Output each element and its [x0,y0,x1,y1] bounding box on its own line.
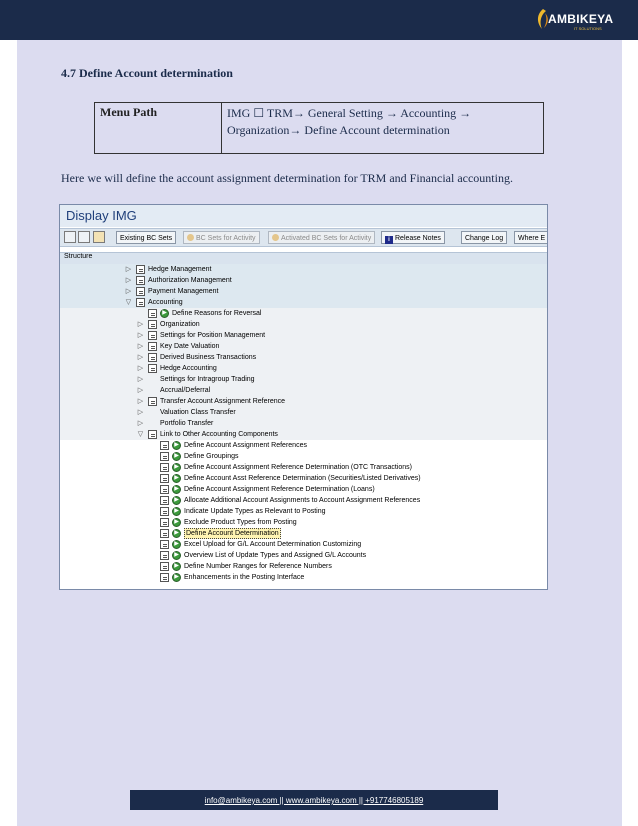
bc-sets-for-activity-button[interactable]: BC Sets for Activity [183,231,260,244]
where-used-button[interactable]: Where E [514,231,548,244]
activated-bc-sets-button[interactable]: Activated BC Sets for Activity [268,231,375,244]
documentation-icon[interactable] [148,342,157,351]
tree-node-label[interactable]: Settings for Position Management [160,332,266,339]
tree-node-label[interactable]: Excel Upload for G/L Account Determination Customizing [184,541,362,548]
expand-arrow-icon[interactable]: ▷ [125,277,132,284]
documentation-icon[interactable] [148,309,157,318]
tree-node-label[interactable]: Define Account Assignment References [184,442,307,449]
expand-arrow-icon[interactable]: ▷ [137,387,144,394]
footer-bar [130,790,498,810]
brand-tagline: IT SOLUTIONS [574,26,602,31]
tree-node-label[interactable]: Valuation Class Transfer [160,409,236,416]
documentation-icon[interactable] [160,463,169,472]
tree-node-label[interactable]: Authorization Management [148,277,232,284]
sap-window-title: Display IMG [66,208,137,223]
sap-toolbar [60,228,547,247]
execute-activity-icon[interactable]: ▶ [172,573,181,582]
tree-node[interactable] [60,528,547,539]
documentation-icon[interactable] [160,573,169,582]
tree-node-label[interactable]: Accounting [148,299,183,306]
documentation-icon[interactable] [160,540,169,549]
tree-node[interactable] [60,462,547,473]
tree-node[interactable] [60,506,547,517]
expand-arrow-icon[interactable]: ▷ [137,409,144,416]
selected-tree-node-label[interactable]: Define Account Determination [186,530,279,537]
documentation-icon[interactable] [160,441,169,450]
where-used-icon[interactable] [78,231,90,243]
documentation-icon[interactable] [160,452,169,461]
tree-node[interactable] [60,297,547,308]
menu-path-label: Menu Path [95,103,222,154]
expand-arrow-icon[interactable]: ▷ [137,365,144,372]
collapse-arrow-icon[interactable]: ▽ [125,299,132,306]
menu-path-line-1: IMG ☐ TRM→ General Setting → Accounting → [227,106,472,120]
tree-node-label[interactable]: Settings for Intragroup Trading [160,376,255,383]
tree-node-label[interactable]: Portfolio Transfer [160,420,214,427]
tree-node-label[interactable]: Exclude Product Types from Posting [184,519,297,526]
tree-node-label[interactable]: Derived Business Transactions [160,354,257,361]
documentation-icon[interactable] [148,397,157,406]
documentation-icon[interactable] [136,265,145,274]
collapse-arrow-icon[interactable]: ▽ [137,431,144,438]
execute-activity-icon[interactable]: ▶ [172,540,181,549]
execute-activity-icon[interactable]: ▶ [172,452,181,461]
sap-title-bar [60,205,547,227]
tree-node-label[interactable]: Define Account Asst Reference Determination (Securities/Listed Derivatives) [184,475,421,482]
structure-label: Structure [64,253,93,260]
header-bar [0,0,638,40]
tree-node-label[interactable]: Overview List of Update Types and Assigned G/L Accounts [184,552,367,559]
tree-node[interactable] [60,561,547,572]
documentation-icon[interactable] [160,529,169,538]
execute-activity-icon[interactable]: ▶ [172,518,181,527]
tree-node[interactable] [60,341,547,352]
documentation-icon[interactable] [148,430,157,439]
documentation-icon[interactable] [160,474,169,483]
tree-node[interactable] [60,517,547,528]
tree-node-label[interactable]: Enhancements in the Posting Interface [184,574,305,581]
documentation-icon[interactable] [136,287,145,296]
documentation-icon[interactable] [160,518,169,527]
tree-node-label[interactable]: Define Reasons for Reversal [172,310,262,317]
tree-node[interactable] [60,572,547,583]
tree-node[interactable] [60,429,547,440]
brand-logo [534,6,624,34]
tree-node-label[interactable]: Payment Management [148,288,219,295]
execute-activity-icon[interactable]: ▶ [172,562,181,571]
documentation-icon[interactable] [148,320,157,329]
tree-node-label[interactable]: Transfer Account Assignment Reference [160,398,286,405]
documentation-icon[interactable] [136,298,145,307]
tree-node-label[interactable]: Indicate Update Types as Relevant to Posting [184,508,326,515]
documentation-icon[interactable] [148,364,157,373]
bc-set-icon[interactable] [93,231,105,243]
tree-node[interactable] [60,451,547,462]
tree-node[interactable] [60,473,547,484]
expand-arrow-icon[interactable]: ▷ [125,266,132,273]
documentation-icon[interactable] [160,562,169,571]
expand-arrow-icon[interactable]: ▷ [137,332,144,339]
info-icon: i [385,236,393,244]
tree-node[interactable] [60,264,547,275]
tree-node[interactable] [60,550,547,561]
tree-node[interactable] [60,495,547,506]
expand-subtree-icon[interactable] [64,231,76,243]
tree-node-label[interactable]: Link to Other Accounting Components [160,431,278,438]
tree-node-label[interactable]: Define Account Assignment Reference Determination (Loans) [184,486,375,493]
tree-node[interactable] [60,363,547,374]
footer-contact[interactable]: info@ambikeya.com || www.ambikeya.com || +917746805189 [204,796,424,805]
release-notes-button[interactable]: i Release Notes [381,231,445,244]
tree-node-label[interactable]: Define Groupings [184,453,239,460]
expand-arrow-icon[interactable]: ▷ [137,376,144,383]
tree-node[interactable] [60,374,547,385]
execute-activity-icon[interactable]: ▶ [160,309,169,318]
documentation-icon[interactable] [160,551,169,560]
tree-node[interactable] [60,286,547,297]
section-heading: 4.7 Define Account determination [61,66,233,80]
activated-bc-sets-icon [272,234,279,241]
execute-activity-icon[interactable]: ▶ [172,441,181,450]
expand-arrow-icon[interactable]: ▷ [137,420,144,427]
existing-bc-sets-button[interactable]: Existing BC Sets [116,231,176,244]
tree-node-label[interactable]: Key Date Valuation [160,343,220,350]
tree-node[interactable] [60,385,547,396]
documentation-icon[interactable] [160,507,169,516]
documentation-icon[interactable] [160,496,169,505]
sap-screenshot [59,204,548,590]
expand-arrow-icon[interactable]: ▷ [125,288,132,295]
tree-node-label[interactable]: Define Account Assignment Reference Determination (OTC Transactions) [184,464,412,471]
execute-activity-icon[interactable]: ▶ [172,507,181,516]
menu-path-line-2: Organization→ Define Account determination [227,123,450,137]
tree-node-label[interactable]: Organization [160,321,200,328]
expand-arrow-icon[interactable]: ▷ [137,343,144,350]
execute-activity-icon[interactable]: ▶ [172,551,181,560]
execute-activity-icon[interactable]: ▶ [172,474,181,483]
documentation-icon[interactable] [136,276,145,285]
intro-paragraph: Here we will define the account assignment determination for TRM and Financial accounting. [61,171,513,185]
img-tree [60,264,547,589]
menu-path-table [94,102,544,154]
bc-sets-icon [187,234,194,241]
tree-node[interactable] [60,330,547,341]
expand-arrow-icon[interactable]: ▷ [137,321,144,328]
tree-node[interactable] [60,440,547,451]
expand-arrow-icon[interactable]: ▷ [137,354,144,361]
tree-node[interactable] [60,407,547,418]
tree-node-label[interactable]: Allocate Additional Account Assignments to Account Assignment References [184,497,421,504]
tree-node[interactable] [60,484,547,495]
tree-node[interactable] [60,418,547,429]
expand-arrow-icon[interactable]: ▷ [137,398,144,405]
documentation-icon[interactable] [148,331,157,340]
menu-path-value [222,103,544,154]
execute-activity-icon[interactable]: ▶ [172,485,181,494]
documentation-icon[interactable] [160,485,169,494]
tree-node-label[interactable]: Hedge Accounting [160,365,217,372]
change-log-button[interactable]: Change Log [461,231,507,244]
execute-activity-icon[interactable]: ▶ [172,496,181,505]
tree-node[interactable] [60,396,547,407]
brand-name: AMBIKEYA [548,12,614,26]
documentation-icon[interactable] [148,353,157,362]
tree-node[interactable] [60,275,547,286]
tree-node[interactable] [60,308,547,319]
tree-node[interactable] [60,539,547,550]
tree-node-label[interactable]: Hedge Management [148,266,212,273]
tree-node[interactable] [60,352,547,363]
tree-node-label[interactable]: Define Number Ranges for Reference Numbers [184,563,332,570]
execute-activity-icon[interactable]: ▶ [172,529,181,538]
execute-activity-icon[interactable]: ▶ [172,463,181,472]
tree-node[interactable] [60,319,547,330]
tree-node-label[interactable]: Accrual/Deferral [160,387,211,394]
